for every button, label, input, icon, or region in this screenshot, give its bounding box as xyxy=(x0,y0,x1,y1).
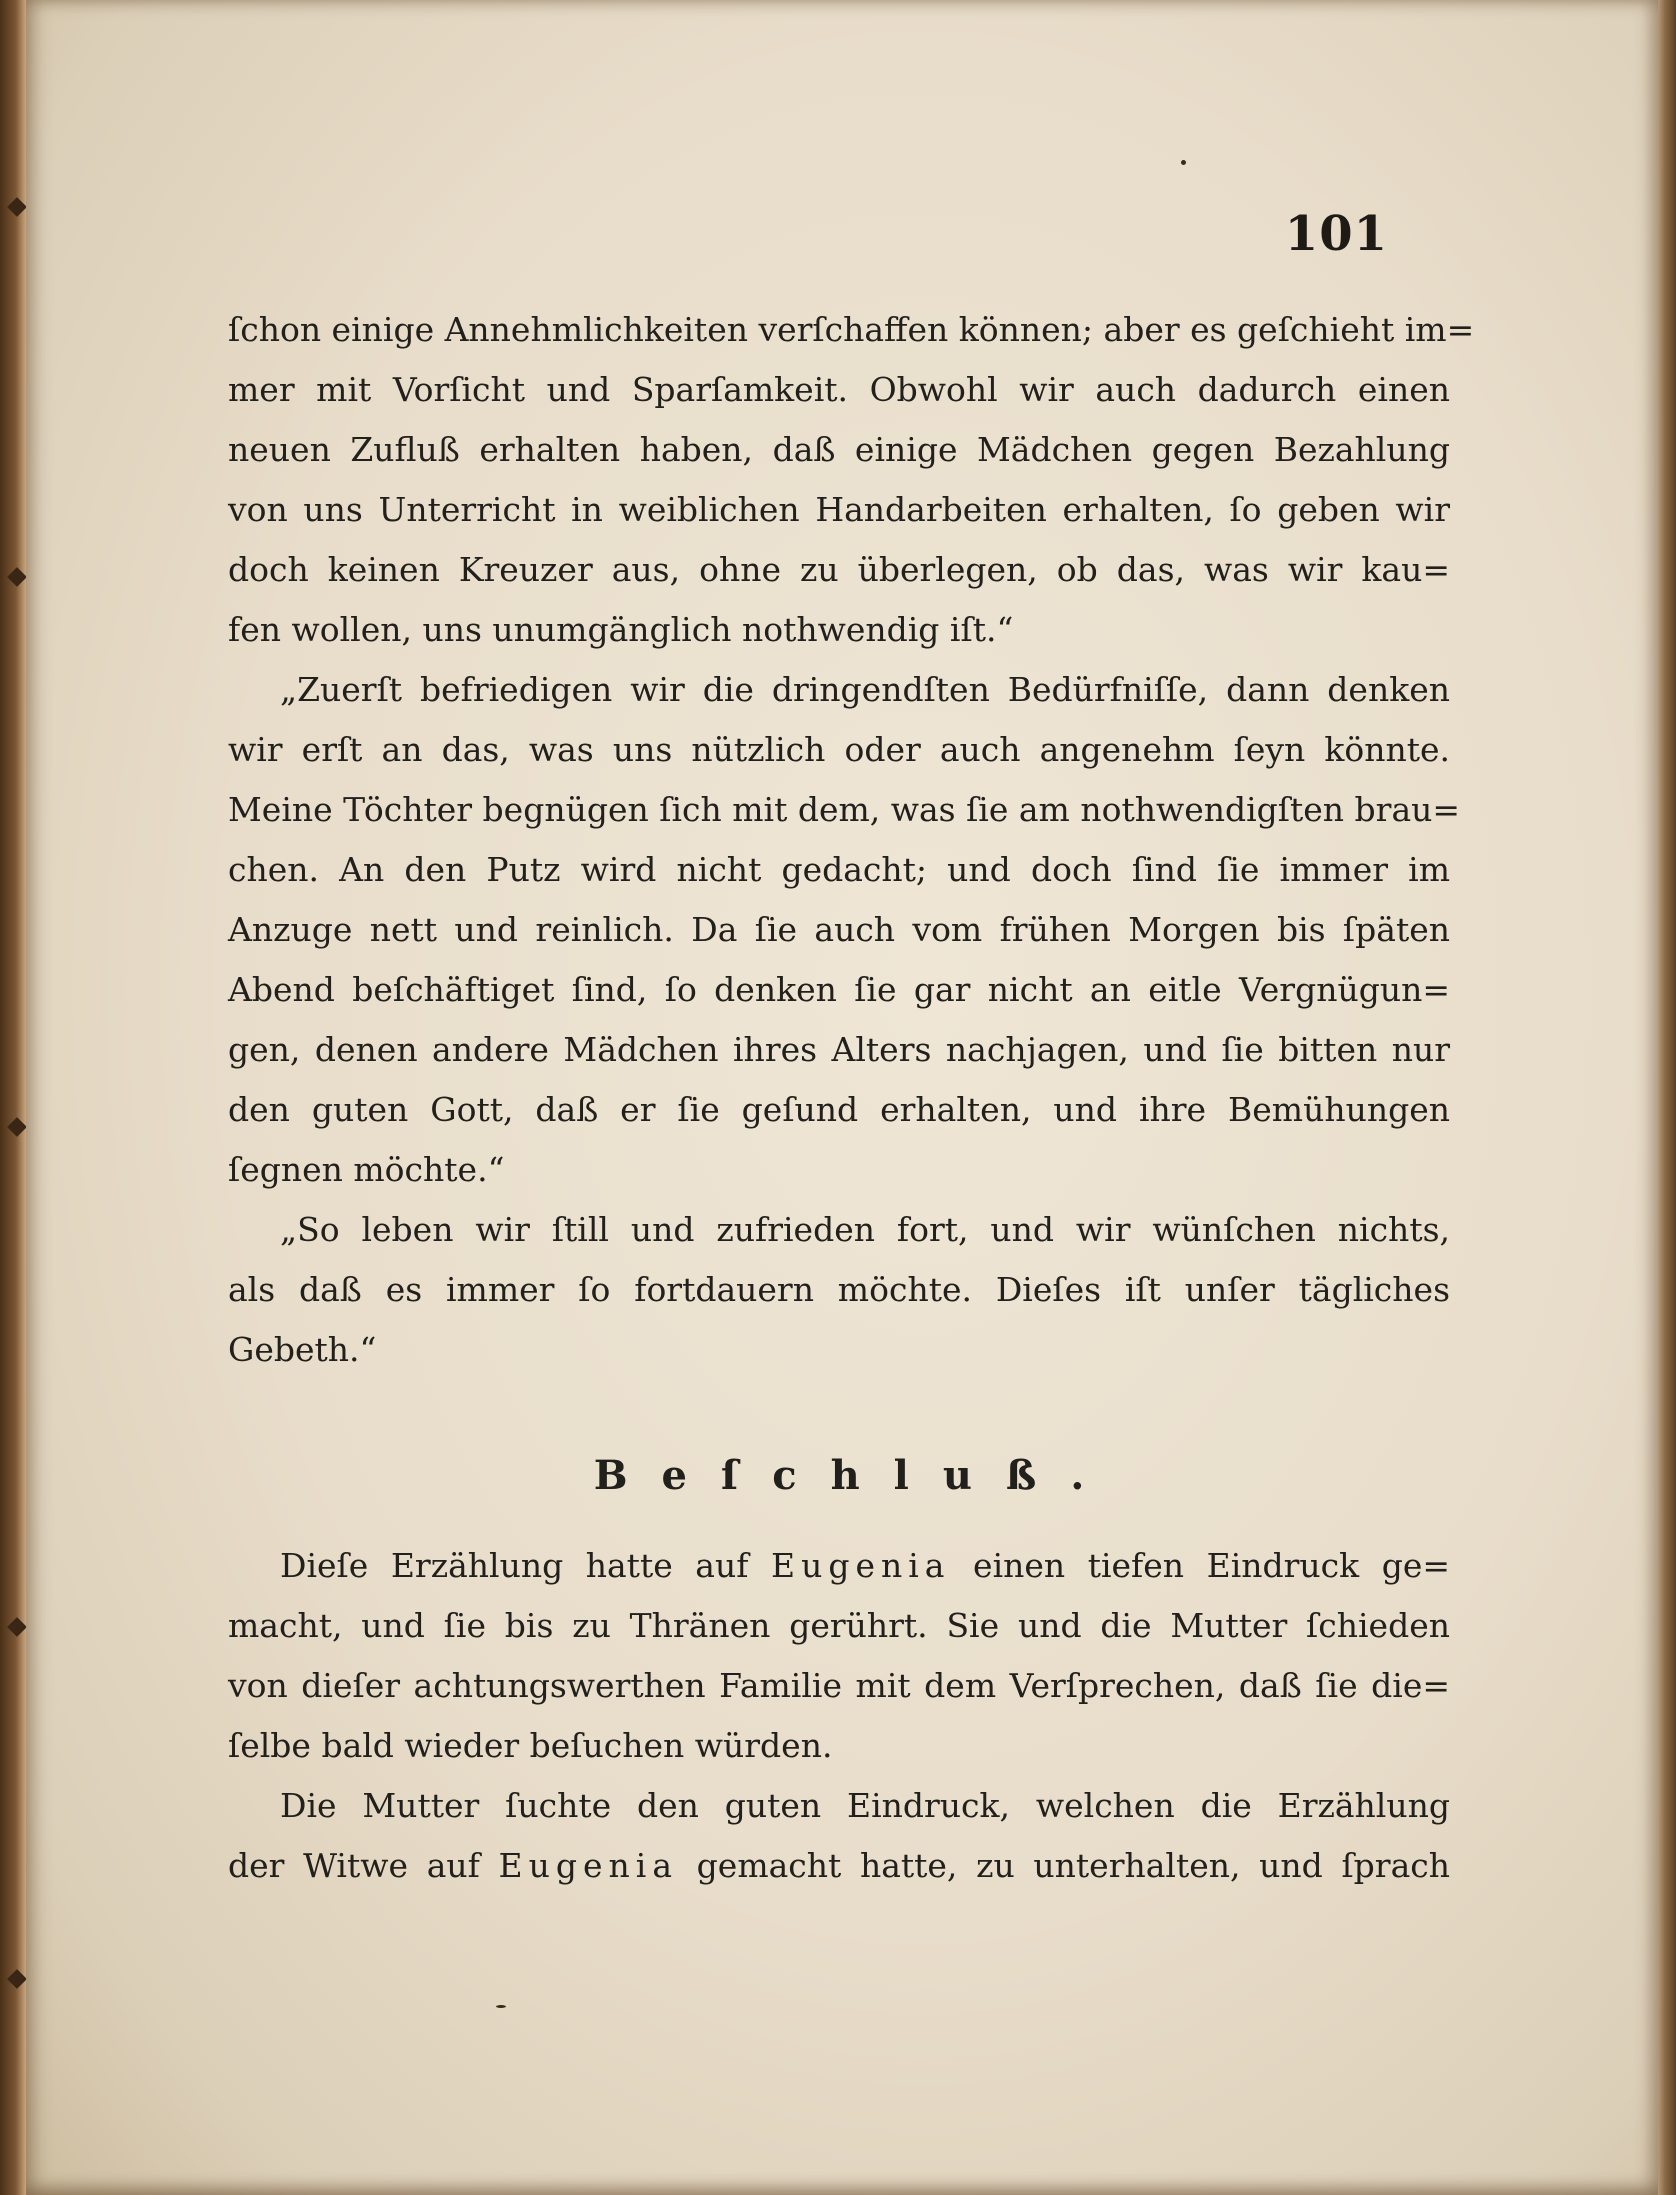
text-line: doch keinen Kreuzer aus, ohne zu überlegen, ob das, was wir kau= xyxy=(228,550,1450,589)
text-segment: der Witwe auf xyxy=(228,1846,499,1885)
text-segment: einen tiefen Eindruck ge= xyxy=(950,1546,1450,1585)
paragraph-5 xyxy=(228,1776,1450,1896)
text-line: als daß es immer ſo fortdauern möchte. Dieſes iſt unſer tägliches xyxy=(228,1270,1450,1309)
text-line: wir erſt an das, was uns nützlich oder auch angenehm ſeyn könnte. xyxy=(228,730,1450,769)
text-line: ſegnen möchte.“ xyxy=(228,1150,505,1189)
text-line: Anzuge nett und reinlich. Da ſie auch vom frühen Morgen bis ſpäten xyxy=(228,910,1450,949)
text-line: mer mit Vorſicht und Sparſamkeit. Obwohl wir auch dadurch einen xyxy=(228,370,1450,409)
paragraph-3 xyxy=(228,1200,1450,1380)
page-edge xyxy=(1658,0,1676,2195)
paper-page xyxy=(26,0,1658,2195)
text-segment: Dieſe Erzählung hatte auf xyxy=(280,1546,771,1585)
section-heading: Beſchluß. xyxy=(593,1452,1119,1499)
paragraph-1 xyxy=(228,300,1475,660)
name-eugenia: Eugenia xyxy=(498,1846,678,1885)
text-line: Abend beſchäftiget ſind, ſo denken ſie gar nicht an eitle Vergnügun= xyxy=(228,970,1450,1009)
text-line xyxy=(228,1536,1450,1596)
body-text xyxy=(228,300,1475,1896)
text-line: von uns Unterricht in weiblichen Handarbeiten erhalten, ſo geben wir xyxy=(228,490,1450,529)
text-line: den guten Gott, daß er ſie geſund erhalten, und ihre Bemühungen xyxy=(228,1090,1450,1129)
text-line: von dieſer achtungswerthen Familie mit dem Verſprechen, daß ſie die= xyxy=(228,1666,1450,1705)
paper-fleck xyxy=(496,2005,506,2008)
text-line: gen, denen andere Mädchen ihres Alters nachjagen, und ſie bitten nur xyxy=(228,1030,1450,1069)
text-line: neuen Zufluß erhalten haben, daß einige Mädchen gegen Bezahlung xyxy=(228,430,1450,469)
text-line: ſchon einige Annehmlichkeiten verſchaffen können; aber es geſchieht im= xyxy=(228,310,1475,349)
text-segment: gemacht hatte, zu unterhalten, und ſprach xyxy=(678,1846,1450,1885)
text-line: fen wollen, uns unumgänglich nothwendig iſt.“ xyxy=(228,610,1014,649)
paragraph-2 xyxy=(228,660,1461,1200)
text-line: „Zuerſt befriedigen wir die dringendſten Bedürfniſſe, dann denken xyxy=(280,670,1450,709)
text-line: chen. An den Putz wird nicht gedacht; und doch ſind ſie immer im xyxy=(228,850,1450,889)
book-spine xyxy=(0,0,26,2195)
text-line: ſelbe bald wieder beſuchen würden. xyxy=(228,1726,833,1765)
paragraph-4 xyxy=(228,1536,1450,1776)
paper-fleck xyxy=(1181,160,1186,165)
text-line xyxy=(228,1836,1450,1896)
page-number: 101 xyxy=(1284,206,1388,262)
text-line: Meine Töchter begnügen ſich mit dem, was ſie am nothwendigſten brau= xyxy=(228,790,1461,829)
text-line: Gebeth.“ xyxy=(228,1330,377,1369)
text-line: macht, und ſie bis zu Thränen gerührt. Sie und die Mutter ſchieden xyxy=(228,1606,1450,1645)
name-eugenia: Eugenia xyxy=(771,1546,951,1585)
text-line: „So leben wir ſtill und zufrieden fort, und wir wünſchen nichts, xyxy=(280,1210,1450,1249)
text-line: Die Mutter ſuchte den guten Eindruck, welchen die Erzählung xyxy=(280,1786,1450,1825)
